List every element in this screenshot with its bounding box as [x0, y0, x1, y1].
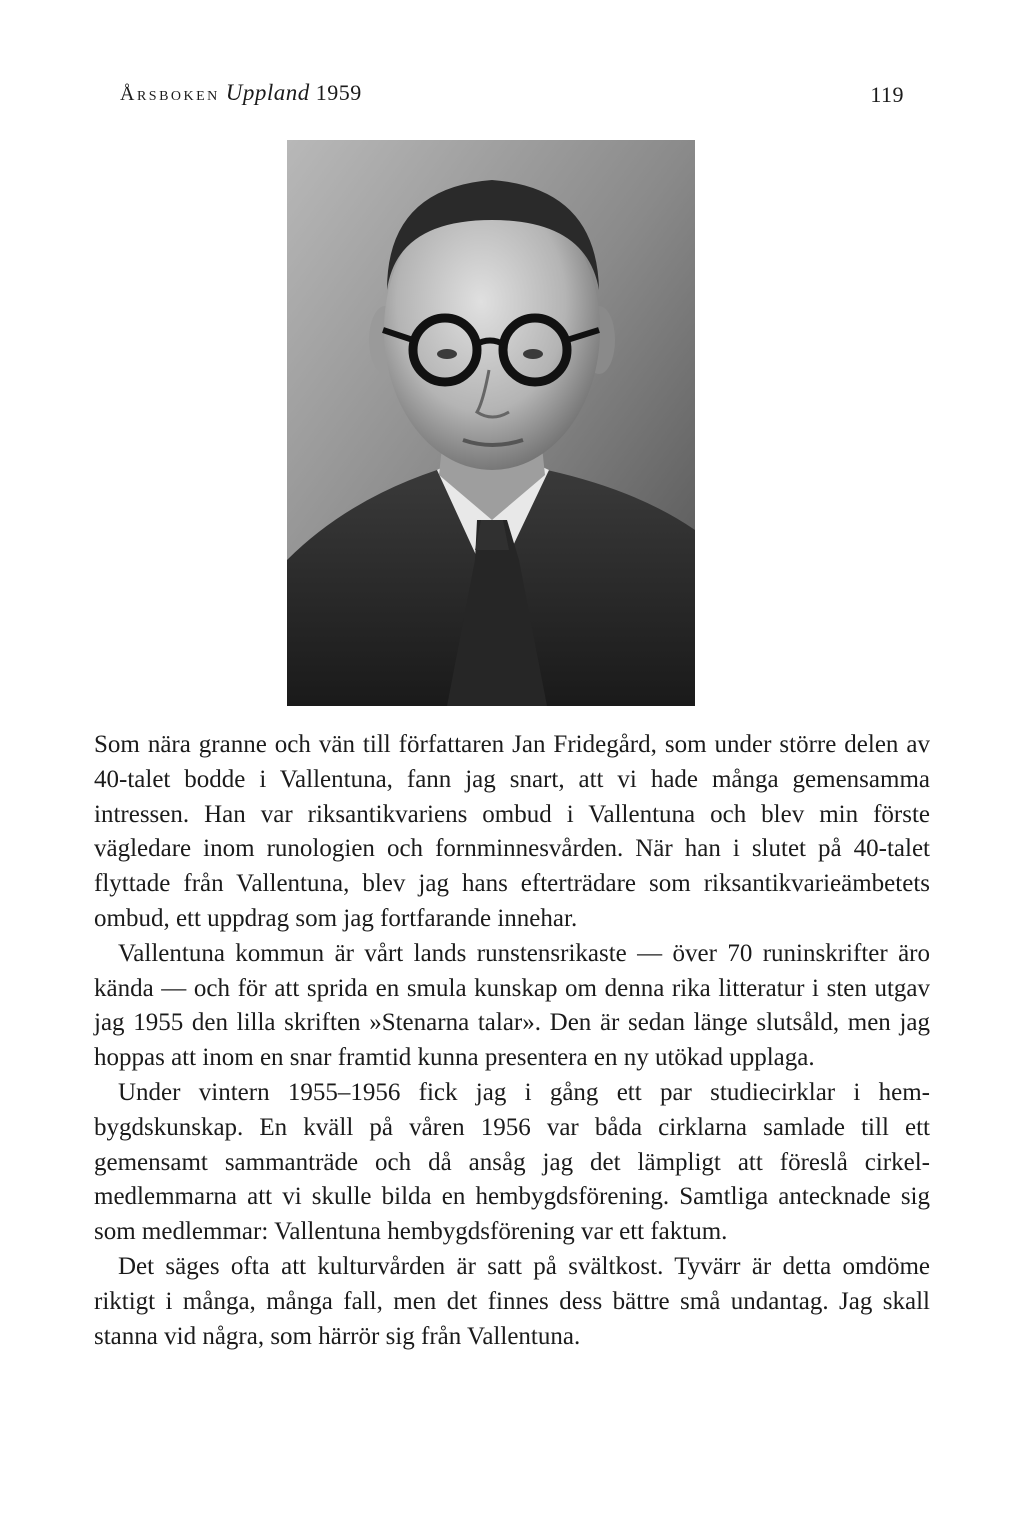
portrait-illustration [287, 140, 695, 706]
paragraph: Som nära granne och vän till författaren Jan Fridegård, som under större delen av 40-talet bodde i Vallentuna, fann jag snart, att vi hade många gemensamma intressen. Han var riksantikvariens ombud i Vallentuna och blev min förste vägledare inom runologien och fornminnesvården. När han i slutet på 40-talet flyttade från Vallentuna, blev jag hans efterträdare som riksantikvarieämbetets ombud, ett uppdrag som jag fortfarande innehar. [94, 731, 930, 932]
journal-year: 1959 [315, 80, 362, 105]
journal-title [120, 80, 362, 106]
journal-subtitle: Uppland [225, 80, 310, 105]
running-head [120, 76, 904, 112]
journal-name: Årsboken [120, 83, 220, 105]
paragraph: Det säges ofta att kulturvården är satt på svältkost. Tyvärr är detta omdöme riktigt i många, många fall, men det finnes dess bättre små undantag. Jag skall stanna vid några, som härrör sig från Vallentuna. [94, 1252, 930, 1350]
paragraph: Vallentuna kommun är vårt lands runstensrikaste — över 70 runinskrifter äro kända — och för att sprida en smula kunskap om denna rika litteratur i sten utgav jag 1955 den lilla skriften »Stenarna talar». Den är sedan länge slutsåld, men jag hoppas att inom en snar framtid kunna presentera en ny utökad upplaga. [94, 939, 930, 1072]
paragraph: Under vintern 1955–1956 fick jag i gång ett par studiecirklar i hembygdskunskap. En kväll på våren 1956 var båda cirklarna samlade till ett gemensamt sammanträde och då ansåg jag det lämpligt att föreslå cirkelmedlemmarna att vi skulle bilda en hembygdsförening. Samtliga antecknade sig som medlemmar: Vallentuna hembygdsförening var ett faktum. [94, 1078, 930, 1246]
portrait-photo [287, 140, 695, 706]
article-body [94, 728, 930, 1354]
page-number: 119 [870, 82, 904, 107]
